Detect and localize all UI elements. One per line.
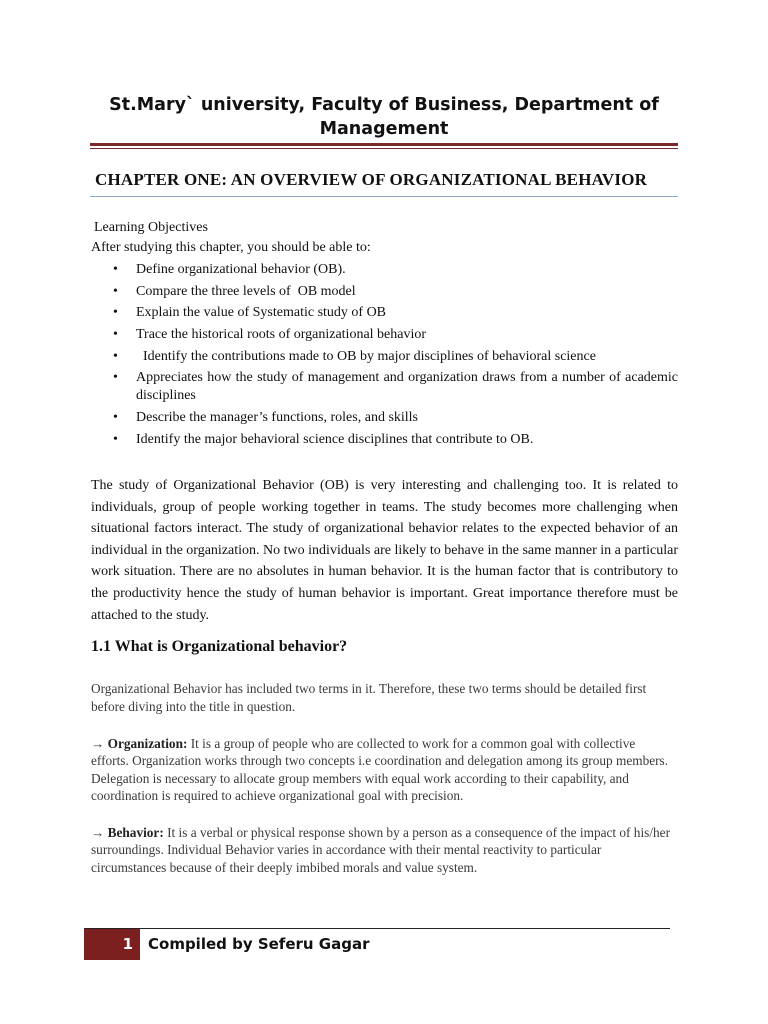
organization-definition — [91, 735, 671, 805]
list-item-text: Appreciates how the study of management and organization draws from a number of academic disciplines — [136, 370, 678, 404]
page-number: 1 — [84, 929, 140, 960]
section-paragraph: Organizational Behavior has included two terms in it. Therefore, these two terms should be detailed first before diving into the title in question. — [91, 681, 647, 714]
bullet-icon: • — [113, 327, 118, 343]
section-heading: 1.1 What is Organizational behavior? — [91, 638, 348, 655]
list-item — [91, 304, 678, 322]
list-item — [91, 369, 678, 405]
behavior-definition — [91, 824, 671, 876]
list-item — [91, 409, 678, 427]
document-title: St.Mary` university, Faculty of Business, Department of Management — [109, 95, 659, 139]
bullet-icon: • — [113, 305, 118, 321]
list-item — [91, 348, 678, 366]
arrow-icon: → — [91, 825, 108, 840]
chapter-divider — [90, 196, 678, 197]
term-definition: It is a group of people who are collected to work for a common goal with collective efforts. Organization works through two concepts i.e coordination and delegation among its group members. Delegation is necessary to allocate group members with equal work according to their capability, and coordination is required to achieve organizational goal with precision. — [91, 736, 669, 804]
list-item — [91, 283, 678, 301]
learning-objectives-heading: Learning Objectives — [94, 220, 208, 235]
title-divider — [90, 143, 678, 146]
list-item-text: Identify the contributions made to OB by major disciplines of behavioral science — [136, 348, 596, 364]
bullet-icon: • — [113, 348, 118, 364]
learning-objectives-list — [91, 261, 678, 453]
list-item-text: Identify the major behavioral science disciplines that contribute to OB. — [136, 431, 534, 447]
chapter-heading: CHAPTER ONE: AN OVERVIEW OF ORGANIZATIONAL BEHAVIOR — [95, 170, 648, 189]
footer-credit: Compiled by Seferu Gagar — [148, 935, 370, 953]
bullet-icon: • — [113, 410, 118, 426]
list-item-text: Compare the three levels of OB model — [136, 283, 356, 299]
arrow-icon: → — [91, 736, 108, 751]
list-item — [91, 261, 678, 279]
list-item-text: Define organizational behavior (OB). — [136, 262, 346, 277]
list-item-text: Explain the value of Systematic study of OB — [136, 305, 387, 321]
term-definition: It is a verbal or physical response shown by a person as a consequence of the impact of his/her surroundings. Individual Behavior varies in accordance with their mental reactivity to particular circumstances because of their deeply imbibed morals and value system. — [91, 825, 671, 875]
bullet-icon: • — [113, 370, 118, 386]
list-item-text: Trace the historical roots of organizational behavior — [136, 327, 427, 343]
title-divider-thin — [90, 148, 678, 149]
learning-objectives-intro: After studying this chapter, you should be able to: — [91, 240, 371, 255]
list-item — [91, 431, 678, 449]
intro-paragraph: The study of Organizational Behavior (OB) is very interesting and challenging too. It is related to individuals, group of people working together in teams. The study becomes more challenging when situational factors interact. The study of organizational behavior relates to the expected behavior of an individual in the organization. No two individuals are likely to behave in the same manner in a particular work situation. There are no absolutes in human behavior. It is the human factor that is contributory to the productivity hence the study of human behavior is important. Great importance therefore must be attached to the study. — [91, 478, 678, 623]
term-label: Behavior: — [107, 825, 164, 840]
term-label: Organization: — [107, 736, 188, 751]
bullet-icon: • — [113, 262, 118, 277]
list-item — [91, 326, 678, 344]
list-item-text: Describe the manager’s functions, roles, and skills — [136, 410, 419, 426]
bullet-icon: • — [113, 283, 118, 299]
bullet-icon: • — [113, 431, 118, 447]
